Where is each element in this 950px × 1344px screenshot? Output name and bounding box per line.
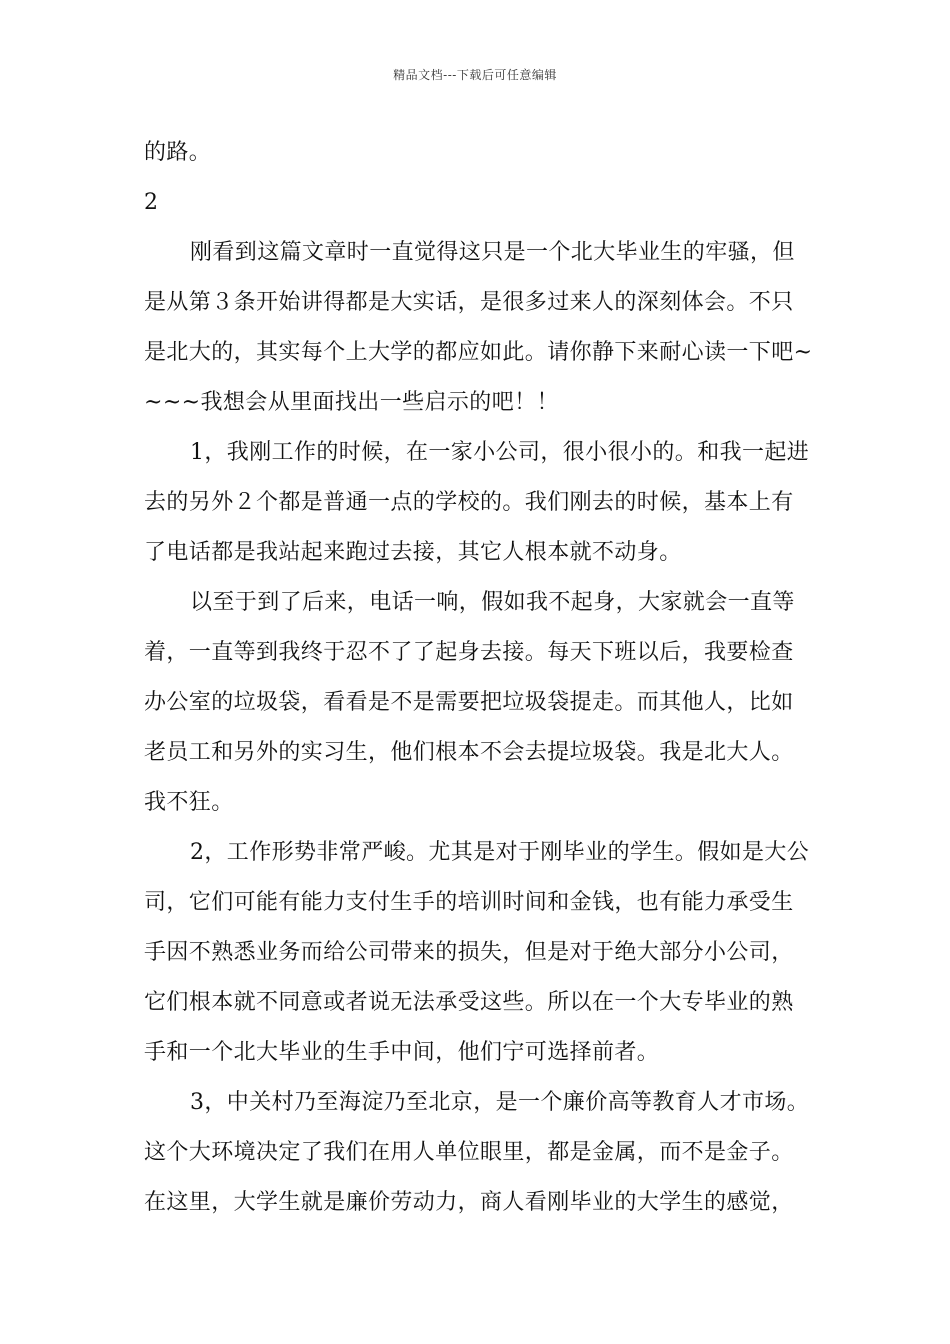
text-line: 手和一个北大毕业的生手中间，他们宁可选择前者。 [144,1040,660,1065]
page-header: 精品文档---下载后可任意编辑 [393,68,557,82]
text-line: 是从第３条开始讲得都是大实话，是很多过来人的深刻体会。不只 [144,290,794,315]
section-number: 2 [144,190,159,215]
text-line: 以至于到了后来，电话一响，假如我不起身，大家就会一直等 [190,590,795,615]
text-line: 刚看到这篇文章时一直觉得这只是一个北大毕业生的牢骚，但 [190,240,795,265]
text-line: 3，中关村乃至海淀乃至北京，是一个廉价高等教育人才市场。 [190,1090,810,1115]
text-line: 它们根本就不同意或者说无法承受这些。所以在一个大专毕业的熟 [144,990,794,1015]
text-line: 手因不熟悉业务而给公司带来的损失，但是对于绝大部分小公司， [144,940,794,965]
text-line: 这个大环境决定了我们在用人单位眼里，都是金属，而不是金子。 [144,1140,794,1165]
text-line: ~~~我想会从里面找出一些启示的吧！！ [144,390,559,415]
text-line: 办公室的垃圾袋，看看是不是需要把垃圾袋提走。而其他人，比如 [144,690,794,715]
text-line: 2，工作形势非常严峻。尤其是对于刚毕业的学生。假如是大公 [190,840,810,865]
document-body [144,128,813,1228]
text-line: 的路。 [144,140,212,165]
text-line: 在这里，大学生就是廉价劳动力，商人看刚毕业的大学生的感觉， [144,1190,794,1215]
text-line: 是北大的，其实每个上大学的都应如此。请你静下来耐心读一下吧~ [144,340,813,365]
text-line: 我不狂。 [144,790,234,815]
text-line: 了电话都是我站起来跑过去接，其它人根本就不动身。 [144,540,682,565]
text-line: 去的另外２个都是普通一点的学校的。我们刚去的时候，基本上有 [144,490,794,515]
text-line: 着，一直等到我终于忍不了了起身去接。每天下班以后，我要检查 [144,640,794,665]
text-line: 1，我刚工作的时候，在一家小公司，很小很小的。和我一起进 [190,440,810,465]
text-line: 司，它们可能有能力支付生手的培训时间和金钱，也有能力承受生 [144,890,794,915]
text-line: 老员工和另外的实习生，他们根本不会去提垃圾袋。我是北大人。 [144,740,794,765]
